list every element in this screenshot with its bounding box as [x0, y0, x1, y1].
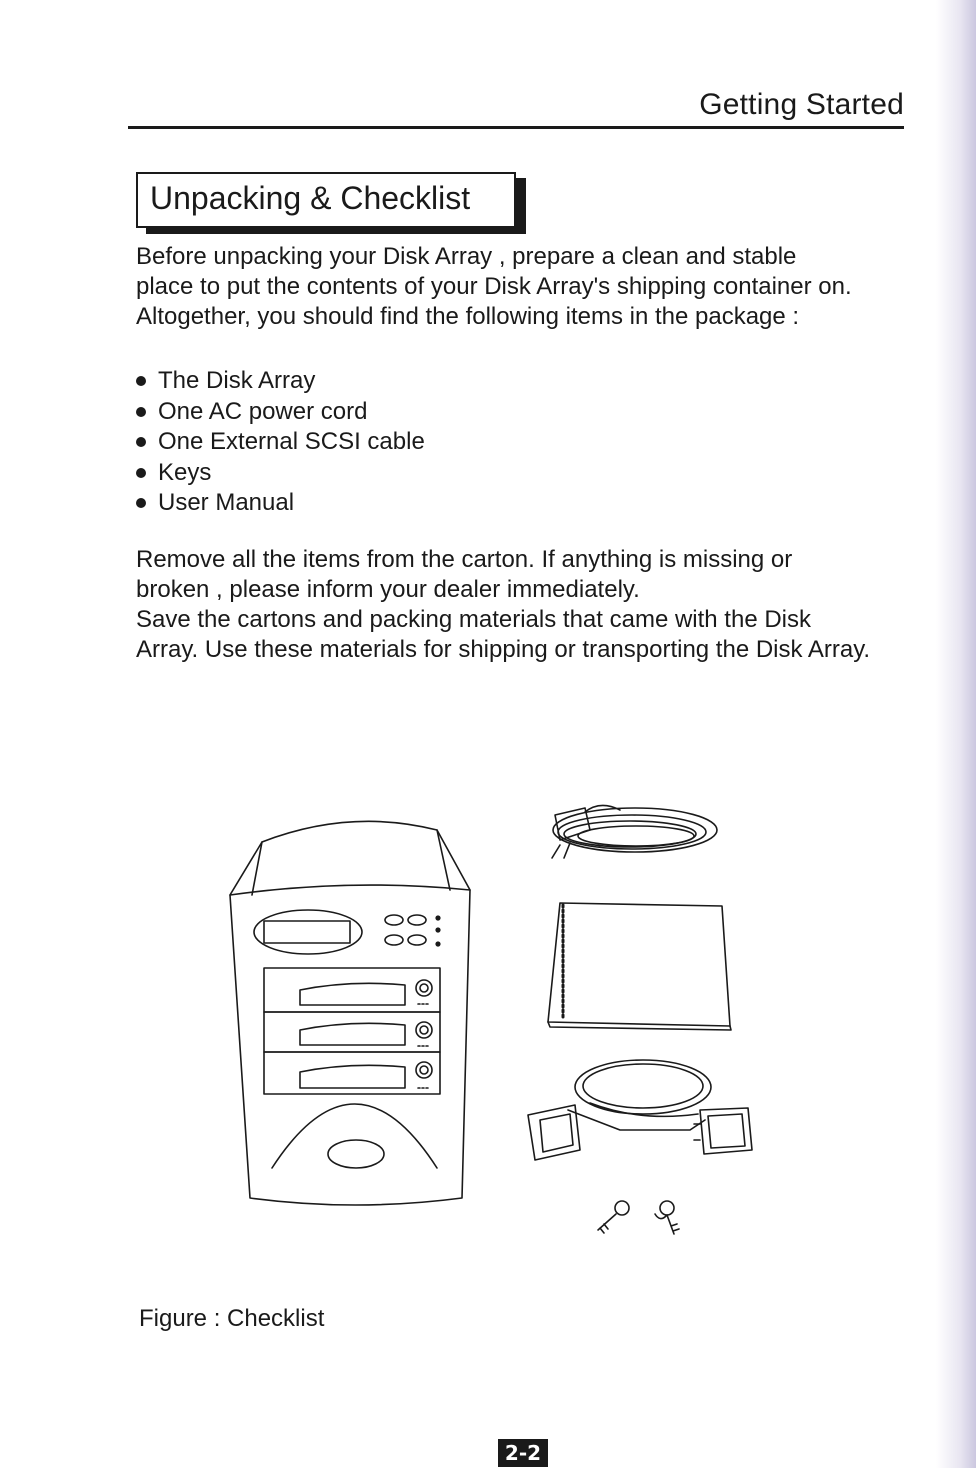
- page-number: 2-2: [498, 1439, 548, 1467]
- instructions-line: Remove all the items from the carton. If anything is missing or: [136, 546, 793, 573]
- intro-line: Before unpacking your Disk Array , prepare a clean and stable: [136, 243, 797, 270]
- bullet-icon: [136, 376, 146, 386]
- scsi-cable-icon: [528, 1060, 752, 1160]
- header-rule: [128, 126, 904, 129]
- list-item: The Disk Array: [136, 366, 425, 397]
- intro-paragraph: [136, 242, 916, 332]
- keys-icon: [598, 1201, 679, 1234]
- intro-line: place to put the contents of your Disk Array's shipping container on.: [136, 273, 852, 300]
- instructions-line: broken , please inform your dealer immediately.: [136, 576, 640, 603]
- power-cord-icon: [552, 805, 717, 858]
- section-title: Unpacking & Checklist: [150, 180, 471, 216]
- user-manual-icon: [548, 903, 731, 1030]
- figure-caption: Figure : Checklist: [139, 1305, 325, 1332]
- list-item: One AC power cord: [136, 397, 425, 428]
- list-item: User Manual: [136, 488, 425, 519]
- chapter-title: Getting Started: [699, 88, 904, 121]
- intro-line: Altogether, you should find the following items in the package :: [136, 303, 800, 330]
- bullet-icon: [136, 407, 146, 417]
- list-item: One External SCSI cable: [136, 427, 425, 458]
- section-heading-box: [136, 172, 516, 228]
- instructions-line: Array. Use these materials for shipping or transporting the Disk Array.: [136, 636, 871, 663]
- bullet-icon: [136, 437, 146, 447]
- list-item: Keys: [136, 458, 425, 489]
- bullet-icon: [136, 468, 146, 478]
- instructions-paragraph: [136, 545, 916, 665]
- instructions-line: Save the cartons and packing materials that came with the Disk: [136, 606, 811, 633]
- page-edge-shade: [936, 0, 976, 1468]
- bullet-icon: [136, 498, 146, 508]
- disk-array-tower-icon: [230, 821, 470, 1205]
- package-checklist: [136, 366, 425, 519]
